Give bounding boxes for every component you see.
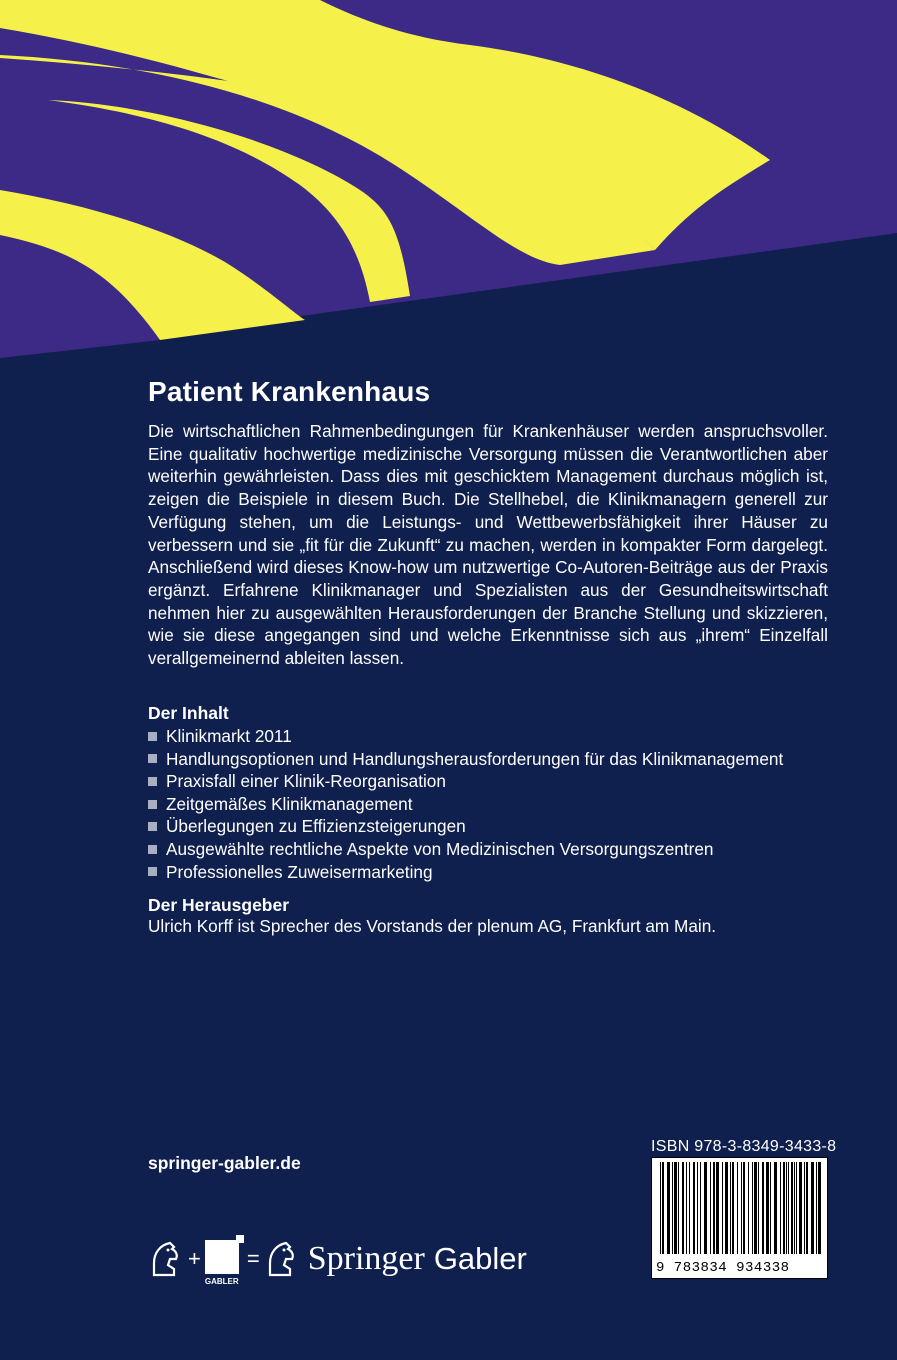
barcode-bar <box>794 1162 795 1254</box>
barcode-bar <box>786 1162 787 1254</box>
barcode-bar <box>737 1162 738 1254</box>
bullet-square <box>148 800 157 809</box>
barcode-bar <box>774 1162 777 1254</box>
barcode-bar <box>686 1162 687 1254</box>
gabler-small-label: GABLER <box>204 1277 239 1286</box>
barcode-bar <box>689 1162 690 1254</box>
barcode-bar <box>754 1162 757 1254</box>
bullet-square <box>148 822 157 831</box>
bullet-square <box>148 867 157 876</box>
barcode-bar <box>796 1162 797 1254</box>
book-blurb: Die wirtschaftlichen Rahmenbedingungen für Krankenhäuser werden anspruchsvoller. Eine qualitativ hochwertige medizinische Versorgung müssen die Verantwortlichen aber weiterhin gewährleisten. Dass dies mit geschicktem Management durchaus möglich ist, zeigen die Beispiele in diesem Buch. Die Stellhebel, die Klinikmanagern generell zur Verfügung stehen, um die Leistungs- und Wettbewerbsfähigkeit ihrer Häuser zu verbessern und sie „fit für die Zukunft“ zu machen, werden in kompakter Form dargelegt. Anschließend wird dieses Know-how um nutzwertige Co-Autoren-Beiträge aus der Praxis ergänzt. Erfahrene Klinikmanager und Spezialisten aus der Gesundheitswirtschaft nehmen hier zu ausgewählten Herausforderungen der Branche Stellung und skizzieren, wie sie diese angegangen sind und welche Erkenntnisse sich aus „ihrem“ Einzelfall verallgemeinernd ableiten lassen. <box>148 421 828 669</box>
equals-sign: = <box>246 1246 260 1271</box>
contents-item: Zeitgemäßes Klinikmanagement <box>148 793 848 816</box>
bullet-square <box>148 754 157 763</box>
barcode-bar <box>748 1162 749 1254</box>
barcode-bar <box>704 1162 707 1254</box>
barcode-bar <box>697 1162 698 1254</box>
contents-item: Praxisfall einer Klinik-Reorganisation <box>148 770 848 793</box>
gabler-logo-icon <box>204 1240 239 1286</box>
cover-art <box>0 0 897 370</box>
barcode-bar <box>693 1162 695 1254</box>
barcode-bar <box>700 1162 701 1254</box>
barcode-bar <box>674 1162 677 1254</box>
contents-item: Klinikmarkt 2011 <box>148 725 848 748</box>
barcode-bar <box>818 1162 821 1254</box>
barcode-bar <box>741 1162 742 1254</box>
bullet-square <box>148 732 157 741</box>
barcode-bar <box>770 1162 771 1254</box>
barcode-bar <box>730 1162 731 1254</box>
contents-item: Ausgewählte rechtliche Aspekte von Medizinischen Versorgungszentren <box>148 838 848 861</box>
barcode-bar <box>716 1162 719 1254</box>
springer-horse-icon <box>148 1239 184 1279</box>
barcode-bar <box>804 1162 805 1254</box>
barcode-bars <box>652 1158 827 1258</box>
barcode-bar <box>660 1162 661 1254</box>
barcode-bar <box>710 1162 711 1254</box>
barcode-bar <box>816 1162 817 1254</box>
barcode-bar <box>682 1162 684 1254</box>
springer-horse-icon <box>264 1239 300 1279</box>
book-title: Patient Krankenhaus <box>148 376 431 407</box>
barcode-bar <box>672 1162 673 1254</box>
barcode-bar <box>766 1162 769 1254</box>
contents-item: Überlegungen zu Effizienzsteigerungen <box>148 815 848 838</box>
barcode-bar <box>806 1162 808 1254</box>
barcode-bar <box>662 1162 664 1254</box>
barcode-digits: 9 783834 934338 <box>656 1260 790 1276</box>
plus-sign: + <box>188 1246 201 1271</box>
bullet-square <box>148 777 157 786</box>
barcode-bar <box>667 1162 670 1254</box>
contents-list <box>148 725 848 883</box>
publisher-logos <box>148 1235 568 1286</box>
contents-heading: Der Inhalt <box>148 703 229 723</box>
website-link[interactable]: springer-gabler.de <box>148 1153 301 1173</box>
barcode-bar <box>725 1162 728 1254</box>
isbn-label: ISBN 978-3-8349-3433-8 <box>651 1138 837 1155</box>
barcode-bar <box>799 1162 802 1254</box>
barcode-bar <box>678 1162 679 1254</box>
barcode-bar <box>783 1162 785 1254</box>
barcode-bar <box>811 1162 814 1254</box>
bullet-square <box>148 845 157 854</box>
barcode-bar <box>732 1162 734 1254</box>
editor-heading: Der Herausgeber <box>148 895 290 915</box>
barcode-bar <box>743 1162 745 1254</box>
barcode-bar <box>758 1162 759 1254</box>
barcode-bar <box>791 1162 793 1254</box>
barcode-bar <box>752 1162 753 1254</box>
isbn-barcode <box>651 1157 828 1279</box>
barcode-bar <box>780 1162 781 1254</box>
contents-item: Handlungsoptionen und Handlungsherausforderungen für das Klinikmanagement <box>148 748 848 771</box>
barcode-bar <box>722 1162 723 1254</box>
barcode-bar <box>762 1162 764 1254</box>
gabler-wordmark: Gabler <box>433 1241 527 1276</box>
contents-item: Professionelles Zuweisermarketing <box>148 861 848 884</box>
springer-wordmark: Springer <box>307 1240 425 1277</box>
barcode-bar <box>713 1162 715 1254</box>
editor-text: Ulrich Korff ist Sprecher des Vorstands der plenum AG, Frankfurt am Main. <box>148 916 717 936</box>
barcode-bar <box>788 1162 789 1254</box>
